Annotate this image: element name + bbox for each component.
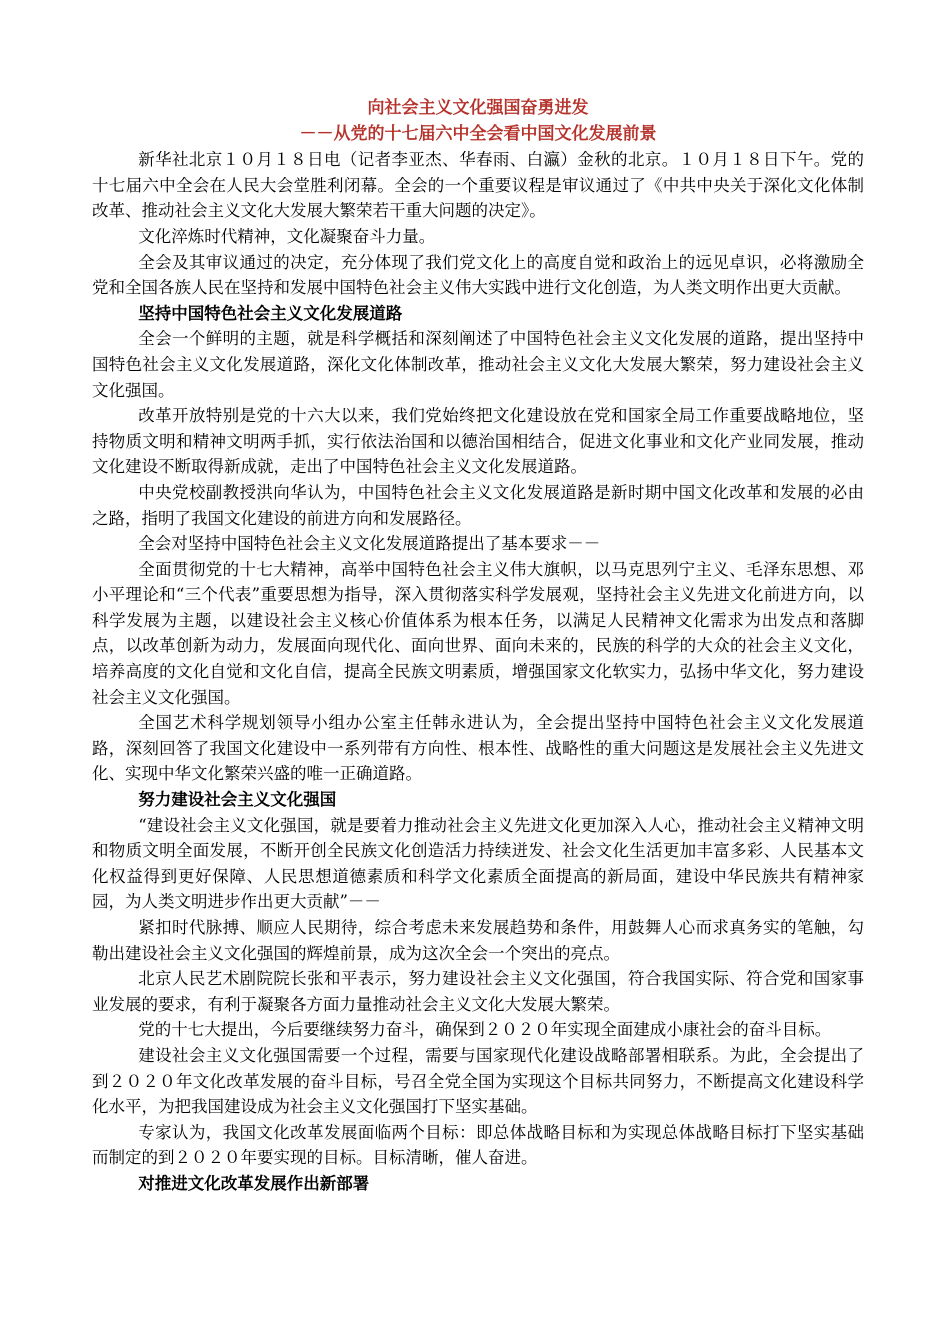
section-heading: 坚持中国特色社会主义文化发展道路: [138, 303, 403, 323]
document-title: 向社会主义文化强国奋勇进发: [367, 98, 589, 118]
body-paragraph: “建设社会主义文化强国，就是要着力推动社会主义先进文化更加深入人心，推动社会主义精神文明和物质文明全面发展，不断开创全民族文化创造活力持续迸发、社会文化生活更加丰富多彩、人民基本文化权益得到更好保障、人民思想道德素质和科学文化素质全面提高的新局面，建设中华民族共有精神家园，为人类文明进步作出更大贡献”－－: [92, 815, 864, 912]
document-page: [92, 96, 864, 1197]
body-paragraph: 建设社会主义文化强国需要一个过程，需要与国家现代化建设战略部署相联系。为此，全会提出了到２０２０年文化改革发展的奋斗目标，号召全党全国为实现这个目标共同努力，不断提高文化建设科学化水平，为把我国建设成为社会主义文化强国打下坚实基础。: [92, 1045, 864, 1117]
body-paragraph: 党的十七大提出，今后要继续努力奋斗，确保到２０２０年实现全面建成小康社会的奋斗目标。: [138, 1020, 832, 1040]
body-paragraph: 北京人民艺术剧院院长张和平表示，努力建设社会主义文化强国，符合我国实际、符合党和国家事业发展的要求，有利于凝聚各方面力量推动社会主义文化大发展大繁荣。: [92, 969, 864, 1014]
body-paragraph: 全会及其审议通过的决定，充分体现了我们党文化上的高度自觉和政治上的远见卓识，必将激励全党和全国各族人民在坚持和发展中国特色社会主义伟大实践中进行文化创造，为人类文明作出更大贡献。: [92, 252, 864, 298]
body-paragraph: 紧扣时代脉搏、顺应人民期待，综合考虑未来发展趋势和条件，用鼓舞人心而求真务实的笔触，勾勒出建设社会主义文化强国的辉煌前景，成为这次全会一个突出的亮点。: [92, 918, 864, 963]
document-subtitle: －－从党的十七届六中全会看中国文化发展前景: [299, 123, 657, 144]
body-paragraph: 全面贯彻党的十七大精神，高举中国特色社会主义伟大旗帜，以马克思列宁主义、毛泽东思想、邓小平理论和“三个代表”重要思想为指导，深入贯彻落实科学发展观，坚持社会主义先进文化前进方向，以科学发展为主题，以建设社会主义核心价值体系为根本任务，以满足人民精神文化需求为出发点和落脚点，以改革创新为动力，发展面向现代化、面向世界、面向未来的，民族的科学的大众的社会主义文化，培养高度的文化自觉和文化自信，提高全民族文明素质，增强国家文化软实力，弘扬中华文化，努力建设社会主义文化强国。: [92, 559, 864, 707]
body-paragraph: 中央党校副教授洪向华认为，中国特色社会主义文化发展道路是新时期中国文化改革和发展的必由之路，指明了我国文化建设的前进方向和发展路径。: [92, 482, 864, 528]
section-heading: 对推进文化改革发展作出新部署: [138, 1173, 370, 1193]
body-paragraph: 专家认为，我国文化改革发展面临两个目标：即总体战略目标和为实现总体战略目标打下坚实基础而制定的到２０２０年要实现的目标。目标清晰，催人奋进。: [92, 1122, 864, 1168]
section-heading: 努力建设社会主义文化强国: [138, 790, 337, 810]
body-paragraph: 改革开放特别是党的十六大以来，我们党始终把文化建设放在党和国家全局工作重要战略地位，坚持物质文明和精神文明两手抓，实行依法治国和以德治国相结合，促进文化事业和文化产业同发展，推动文化建设不断取得新成就，走出了中国特色社会主义文化发展道路。: [92, 406, 864, 477]
body-paragraph: 全会对坚持中国特色社会主义文化发展道路提出了基本要求－－: [138, 534, 601, 554]
body-paragraph: 全国艺术科学规划领导小组办公室主任韩永进认为，全会提出坚持中国特色社会主义文化发展道路，深刻回答了我国文化建设中一系列带有方向性、根本性、战略性的重大问题这是发展社会主义先进文化、实现中华文化繁荣兴盛的唯一正确道路。: [92, 713, 864, 784]
body-paragraph: 新华社北京１０月１８日电（记者李亚杰、华春雨、白瀛）金秋的北京。１０月１８日下午。党的十七届六中全会在人民大会堂胜利闭幕。全会的一个重要议程是审议通过了《中共中央关于深化文化体制改革、推动社会主义文化大发展大繁荣若干重大问题的决定》。: [92, 150, 864, 221]
body-paragraph: 文化淬炼时代精神，文化凝聚奋斗力量。: [138, 226, 436, 246]
body-paragraph: 全会一个鲜明的主题，就是科学概括和深刻阐述了中国特色社会主义文化发展的道路，提出坚持中国特色社会主义文化发展道路，深化文化体制改革，推动社会主义文化大发展大繁荣，努力建设社会主义文化强国。: [92, 329, 864, 400]
